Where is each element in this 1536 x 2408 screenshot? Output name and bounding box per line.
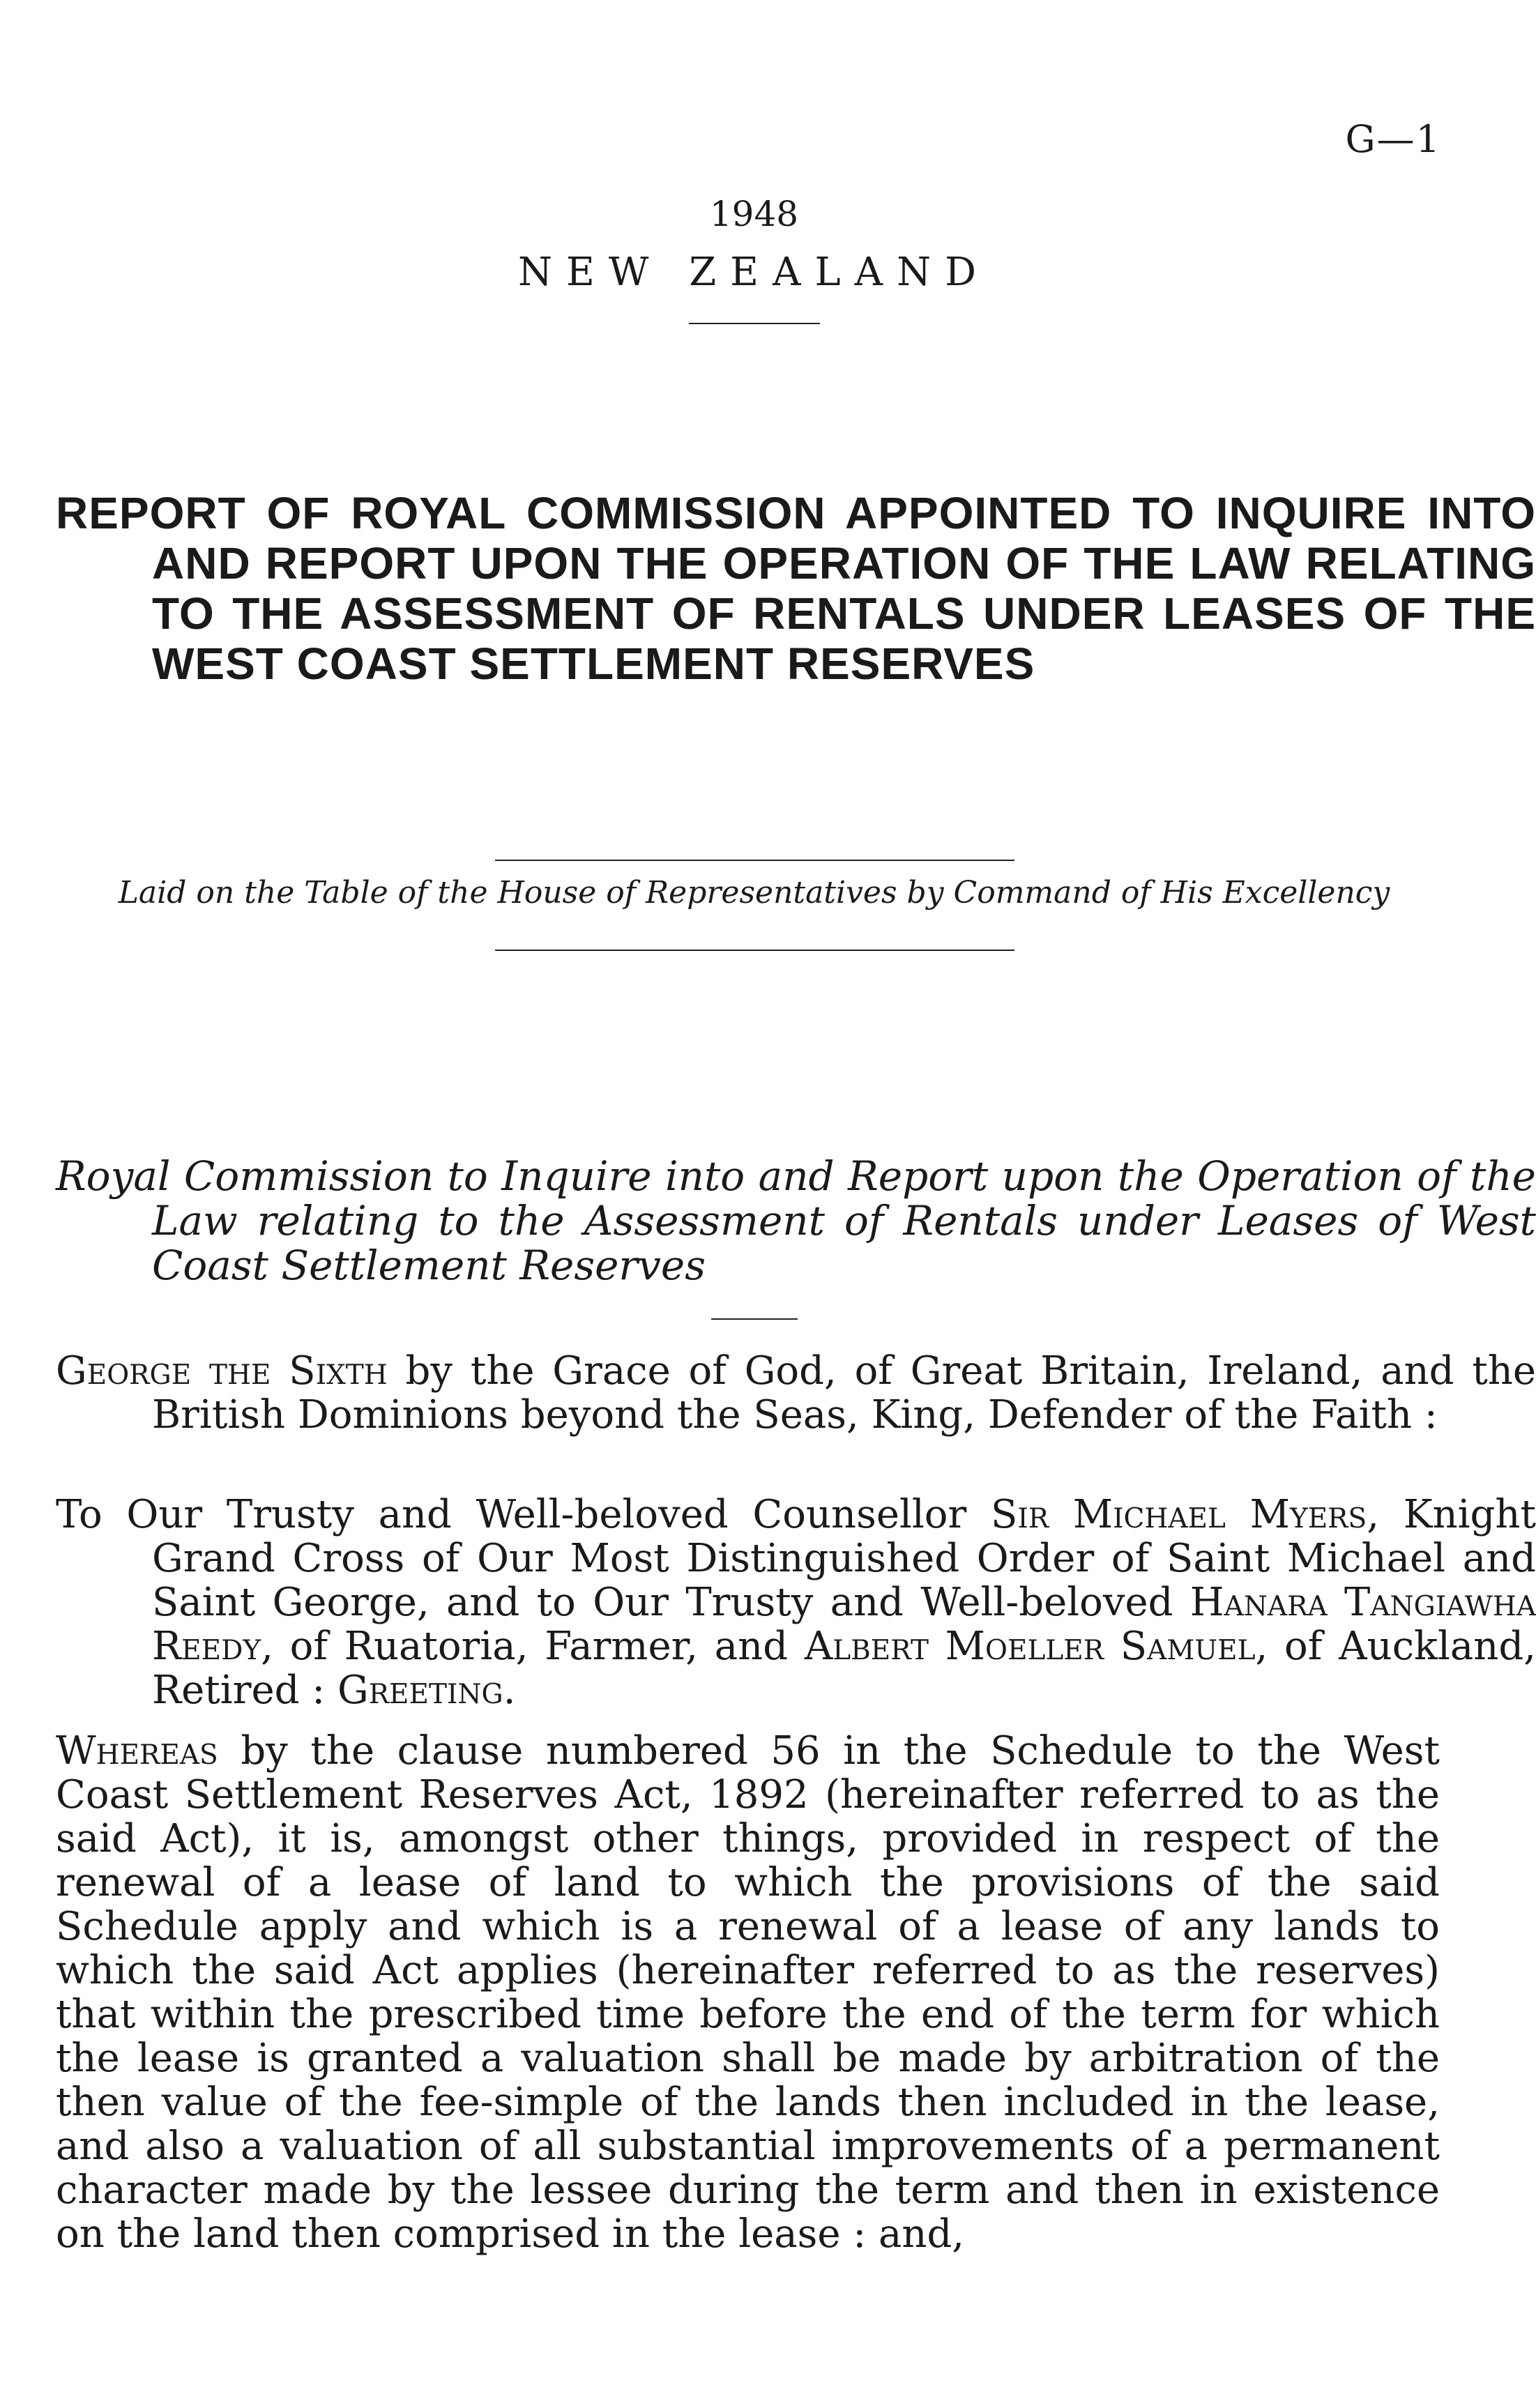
king-name: George the Sixth: [56, 1348, 388, 1394]
address-commissioners: [56, 1493, 1536, 1712]
commissioner-name-3: Albert Moeller Samuel: [804, 1624, 1256, 1669]
greeting: Greeting.: [337, 1668, 516, 1713]
rule-below-laid-note: [495, 950, 1014, 951]
whereas-clause: [56, 1729, 1440, 2256]
publication-year: 1948: [709, 194, 799, 234]
commission-title: Royal Commission to Inquire into and Report upon the Operation of the Law relating to the Assessment of Rentals under Leases of West Coast Settlement Reserves: [56, 1152, 1536, 1289]
address-text-4: , of Auckland, Retired :: [152, 1624, 1536, 1713]
rule-above-laid-note: [495, 860, 1014, 861]
commissioner-name-2: Hanara Tangiawha Reedy: [152, 1580, 1536, 1669]
whereas-text: by the clause numbered 56 in the Schedule to the West Coast Settlement Reserves Act, 1892 (hereinafter referred to as the said Act), it is, amongst other things, provided in respect of the renewal of a lease of land to which the provisions of the said Schedule apply and which is a renewal of a lease of any lands to which the said Act applies (hereinafter referred to as the reserves) that within the prescribed time before the end of the term for which the lease is granted a valuation shall be made by arbitration of the then value of the fee-simple of the lands then included in the lease, and also a valuation of all substantial improvements of a permanent character made by the lessee during the term and then in existence on the land then comprised in the lease : and,: [56, 1728, 1440, 2257]
preamble-king: [56, 1349, 1536, 1437]
whereas-lead: Whereas: [56, 1728, 218, 1774]
king-text: by the Grace of God, of Great Britain, Ireland, and the British Dominions beyond the Seas, King, Defender of the Faith :: [152, 1348, 1536, 1438]
rule-under-country: [689, 323, 820, 324]
laid-on-table-note: Laid on the Table of the House of Representatives by Command of His Excellency: [118, 875, 1390, 910]
page-reference: G—1: [1345, 117, 1441, 161]
rule-under-commission-title: [711, 1318, 798, 1320]
address-text-3: , of Ruatoria, Farmer, and: [261, 1624, 805, 1669]
commissioner-name-1: Sir Michael Myers: [990, 1492, 1367, 1537]
address-text-1: To Our Trusty and Well-beloved Counsellor: [56, 1492, 991, 1537]
country-heading: NEW ZEALAND: [518, 250, 990, 295]
report-title: REPORT OF ROYAL COMMISSION APPOINTED TO INQUIRE INTO AND REPORT UPON THE OPERATION OF THE LAW RELATING TO THE ASSESSMENT OF RENTALS UNDER LEASES OF THE WEST COAST SETTLEMENT RESERVES: [56, 488, 1536, 689]
address-text-2: , Knight Grand Cross of Our Most Distinguished Order of Saint Michael and Saint George, and to Our Trusty and Well-beloved: [152, 1492, 1536, 1625]
